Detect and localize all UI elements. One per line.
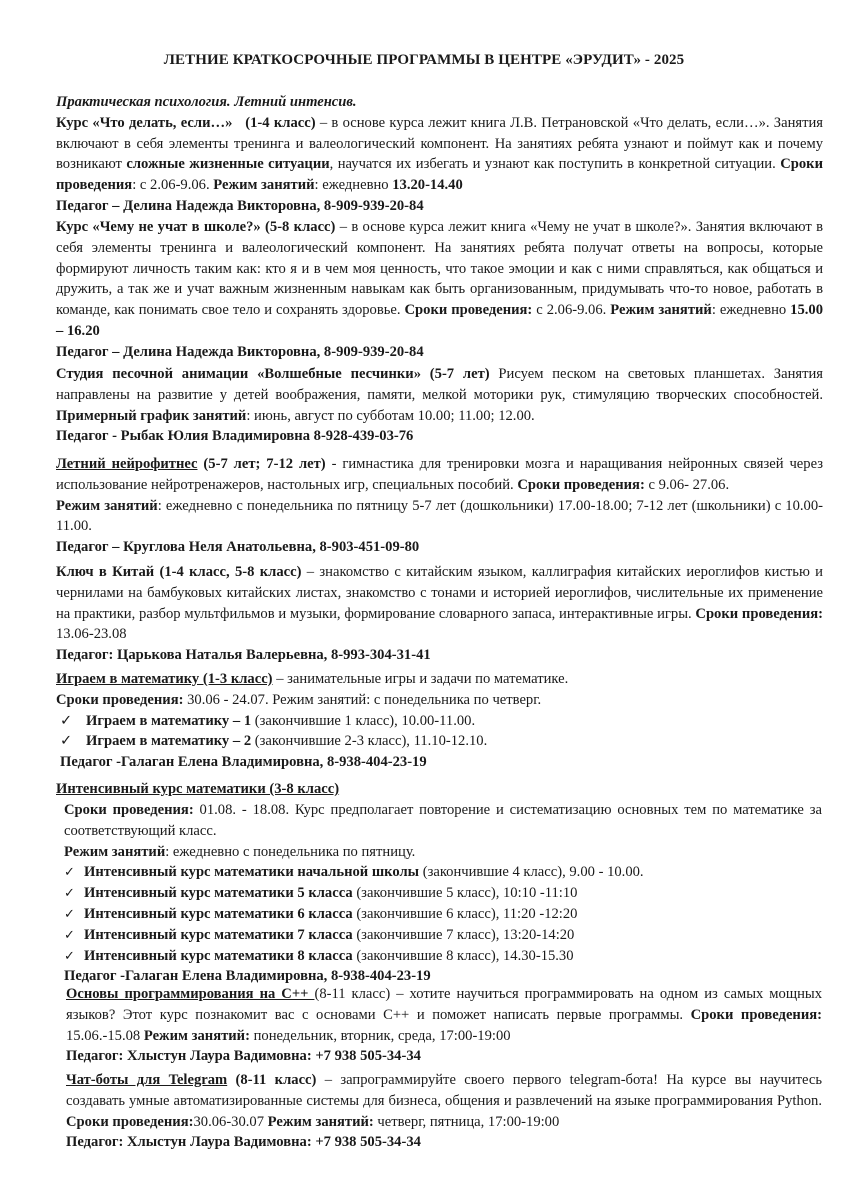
schedule-label: Примерный график занятий (56, 407, 247, 424)
program-name: Курс «Чему не учат в школе?» (5-8 класс) (56, 219, 336, 235)
teacher-info: Педагог: Хлыстун Лаура Вадимовна: +7 938 505-34-34 (66, 1048, 421, 1065)
check-icon: ✓ (64, 926, 75, 942)
dates-label: Сроки проведения (56, 156, 823, 194)
program-name: Чат-боты для Telegram (66, 1072, 228, 1088)
dates-label: Сроки проведения: (66, 1113, 194, 1130)
program-age: (8-11 класс) (314, 986, 391, 1002)
schedule-label: Режим занятий (610, 302, 712, 319)
dates-label: Сроки проведения: (517, 476, 645, 493)
check-icon: ✓ (64, 885, 75, 901)
check-icon: ✓ (64, 947, 75, 963)
dates-value: : с 2.06-9.06. (132, 177, 214, 194)
program-name: Интенсивный курс математики (3-8 класс) (56, 781, 340, 797)
dates-label: Сроки проведения: (56, 691, 184, 708)
schedule-time: 13.20-14.40 (392, 177, 463, 194)
section-heading: Практическая психология. Летний интенсив. (56, 94, 357, 110)
group-item: ✓ Интенсивный курс математики 6 класса (закончившие 6 класс), 11:20 -12:20 (64, 904, 822, 925)
program-intensive-math-details: Сроки проведения: 01.08. - 18.08. Курс предполагает повторение и систематизацию основных тем по математике за соответствующий класс. Режим занятий: ежедневно с понедельника по пятницу. ✓ Интенсивный курс математики начальной школы (закончившие 4 класс), 9.00 - 10.00. ✓ Интенсивный курс математики 5 класса (закончившие 5 класс), 10:10 -11:10 ✓ Интенсивный курс математики 6 класса (закончившие 6 класс), 11:20 -12:20 ✓ Интенсивный курс математики 7 класса (закончившие 7 класс), 13:20-14:20 ✓ Интенсивный курс математики 8 класса (закончившие 8 класс), 14.30-15.30 Педагог -Галаган Елена Владимировна, 8-938-404-23-19 (64, 800, 822, 987)
dates-label: Сроки проведения: (404, 302, 533, 319)
program-intensive-math (56, 779, 823, 800)
check-icon: ✓ (64, 905, 75, 921)
program-name: Ключ в Китай (1-4 класс, 5-8 класс) (56, 564, 302, 580)
program-age: (1-4 класс) (245, 114, 316, 131)
program-name: Курс «Что делать, если…» (56, 114, 233, 131)
group-item: ✓ Интенсивный курс математики 7 класса (закончившие 7 класс), 13:20-14:20 (64, 925, 822, 946)
program-neurofitness: Летний нейрофитнес (5-7 лет; 7-12 лет) - гимнастика для тренировки мозга и наращивания нейронных связей через использование нейротренажеров, настольных игр, специальных пособий. Сроки проведения: с 9.06- 27.06. Режим занятий: ежедневно с понедельника по пятницу 5-7 лет (дошкольники) 17.00-18.00; 7-12 лет (школьники) с 10.00-11.00. Педагог – Круглова Неля Анатольевна, 8-903-451-09-80 (56, 454, 823, 558)
program-psychology-what-if: Практическая психология. Летний интенсив. Курс «Что делать, если…» (1-4 класс) – в основе курса лежит книга Л.В. Петрановской «Что делать, если…». Занятия включают в себя элементы тренинга и валеологический компонент. На занятиях ребята узнают и поймут как и почему возникают сложные жизненные ситуации, научатся их избегать и узнают как поступить в конкретной ситуации. Сроки проведения: с 2.06-9.06. Режим занятий: ежедневно 13.20-14.40 Педагог – Делина Надежда Викторовна, 8-909-939-20-84 (56, 92, 823, 217)
group-item: ✓ Интенсивный курс математики 8 класса (закончившие 8 класс), 14.30-15.30 (64, 946, 822, 967)
program-name: Летний нейрофитнес (56, 456, 198, 472)
program-telegram-bots: Чат-боты для Telegram (8-11 класс) – запрограммируйте своего первого telegram-бота! На курсе вы научитесь создавать умные автоматизированные системы для бизнеса, общения и развлечений на языке программирования Python. Сроки проведения:30.06-30.07 Режим занятий: четверг, пятница, 17:00-19:00 Педагог: Хлыстун Лаура Вадимовна: +7 938 505-34-34 (66, 1070, 822, 1153)
program-cpp-basics: Основы программирования на С++ (8-11 класс) – хотите научиться программировать на одном из самых мощных языков? Этот курс познакомит вас с основами С++ и поможет написать первые программы. Сроки проведения: 15.06.-15.08 Режим занятий: понедельник, вторник, среда, 17:00-19:00 Педагог: Хлыстун Лаура Вадимовна: +7 938 505-34-34 (66, 984, 822, 1067)
dates-label: Сроки проведения: (695, 605, 823, 622)
program-age: (5-7 лет; 7-12 лет) (197, 456, 326, 472)
group-item: ✓ Играем в математику – 2 (закончившие 2-3 класс), 11.10-12.10. (56, 731, 823, 752)
program-not-taught-at-school: Курс «Чему не учат в школе?» (5-8 класс) – в основе курса лежит книга «Чему не учат в школе?». Занятия включают в себя элементы тренинга и валеологический компонент. На занятиях ребята получат ответы на вопросы, которые формируют личность таким как: кто я и в чем моя ценность, что такое эмоции и как с ними справляться, как общаться и дружить, а так же и учат важным жизненным навыкам как быть организованным, придумывать что-то новое, работать в команде, как понимать свое тело и сохранять здоровье. Сроки проведения: с 2.06-9.06. Режим занятий: ежедневно 15.00 – 16.20 Педагог – Делина Надежда Викторовна, 8-909-939-20-84 (56, 217, 823, 363)
program-play-math: Играем в математику (1-3 класс) – занимательные игры и задачи по математике. Сроки проведения: 30.06 - 24.07. Режим занятий: с понедельника по четверг. ✓ Играем в математику – 1 (закончившие 1 класс), 10.00-11.00. ✓ Играем в математику – 2 (закончившие 2-3 класс), 11.10-12.10. Педагог -Галаган Елена Владимировна, 8-938-404-23-19 (56, 669, 823, 773)
dates-label: Сроки проведения: (64, 802, 194, 818)
teacher-info: Педагог – Делина Надежда Викторовна, 8-909-939-20-84 (56, 343, 424, 360)
teacher-info: Педагог – Круглова Неля Анатольевна, 8-903-451-09-80 (56, 539, 420, 556)
teacher-info: Педагог - Рыбак Юлия Владимировна 8-928-439-03-76 (56, 428, 414, 445)
program-sand-animation: Студия песочной анимации «Волшебные песчинки» (5-7 лет) Рисуем песком на световых планшетах. Занятия направлены на развитие у детей воображения, памяти, мелкой моторики рук, стимуляцию творческих способностей. Примерный график занятий: июнь, август по субботам 10.00; 11.00; 12.00. Педагог - Рыбак Юлия Владимировна 8-928-439-03-76 (56, 364, 823, 447)
teacher-info: Педагог: Царькова Наталья Валерьевна, 8-993-304-31-41 (56, 647, 431, 664)
program-age: (8-11 класс) (227, 1072, 317, 1088)
program-name: Основы программирования на С++ (66, 986, 315, 1002)
schedule-label: Режим занятий (56, 497, 158, 514)
group-item: ✓ Интенсивный курс математики начальной школы (закончившие 4 класс), 9.00 - 10.00. (64, 862, 822, 883)
teacher-info: Педагог – Делина Надежда Викторовна, 8-909-939-20-84 (56, 197, 424, 214)
schedule-label: Режим занятий: (143, 1027, 250, 1044)
group-item: ✓ Интенсивный курс математики 5 класса (закончившие 5 класс), 10:10 -11:10 (64, 883, 822, 904)
group-item: ✓ Играем в математику – 1 (закончившие 1 класс), 10.00-11.00. (56, 711, 823, 732)
teacher-info: Педагог: Хлыстун Лаура Вадимовна: +7 938 505-34-34 (66, 1134, 421, 1151)
check-icon: ✓ (60, 733, 73, 750)
document-title: ЛЕТНИЕ КРАТКОСРОЧНЫЕ ПРОГРАММЫ В ЦЕНТРЕ «ЭРУДИТ» - 2025 (163, 52, 685, 68)
program-name: Играем в математику (1-3 класс) (56, 671, 273, 687)
program-name: Студия песочной анимации «Волшебные песчинки» (5-7 лет) (56, 366, 490, 382)
program-key-to-china: Ключ в Китай (1-4 класс, 5-8 класс) – знакомство с китайским языком, каллиграфия китайских иероглифов кистью и чернилами на бамбуковых китайских листах, знакомство с тонами и историей иероглифов, числительные их применение на практики, разбор мультфильмов и музыки, формирование словарного запаса, интерактивные игры. Сроки проведения: 13.06-23.08 Педагог: Царькова Наталья Валерьевна, 8-993-304-31-41 (56, 562, 823, 666)
schedule-time: 15.00 – 16.20 (56, 302, 824, 339)
teacher-info: Педагог -Галаган Елена Владимировна, 8-938-404-23-19 (60, 754, 427, 771)
schedule-label: Режим занятий (64, 843, 166, 860)
check-icon: ✓ (60, 712, 73, 729)
teacher-info: Педагог -Галаган Елена Владимировна, 8-938-404-23-19 (64, 968, 431, 985)
schedule-label: Режим занятий (213, 177, 315, 194)
check-icon: ✓ (64, 864, 75, 880)
schedule-label: Режим занятий: (267, 1113, 374, 1130)
dates-label: Сроки проведения: (690, 1006, 822, 1023)
